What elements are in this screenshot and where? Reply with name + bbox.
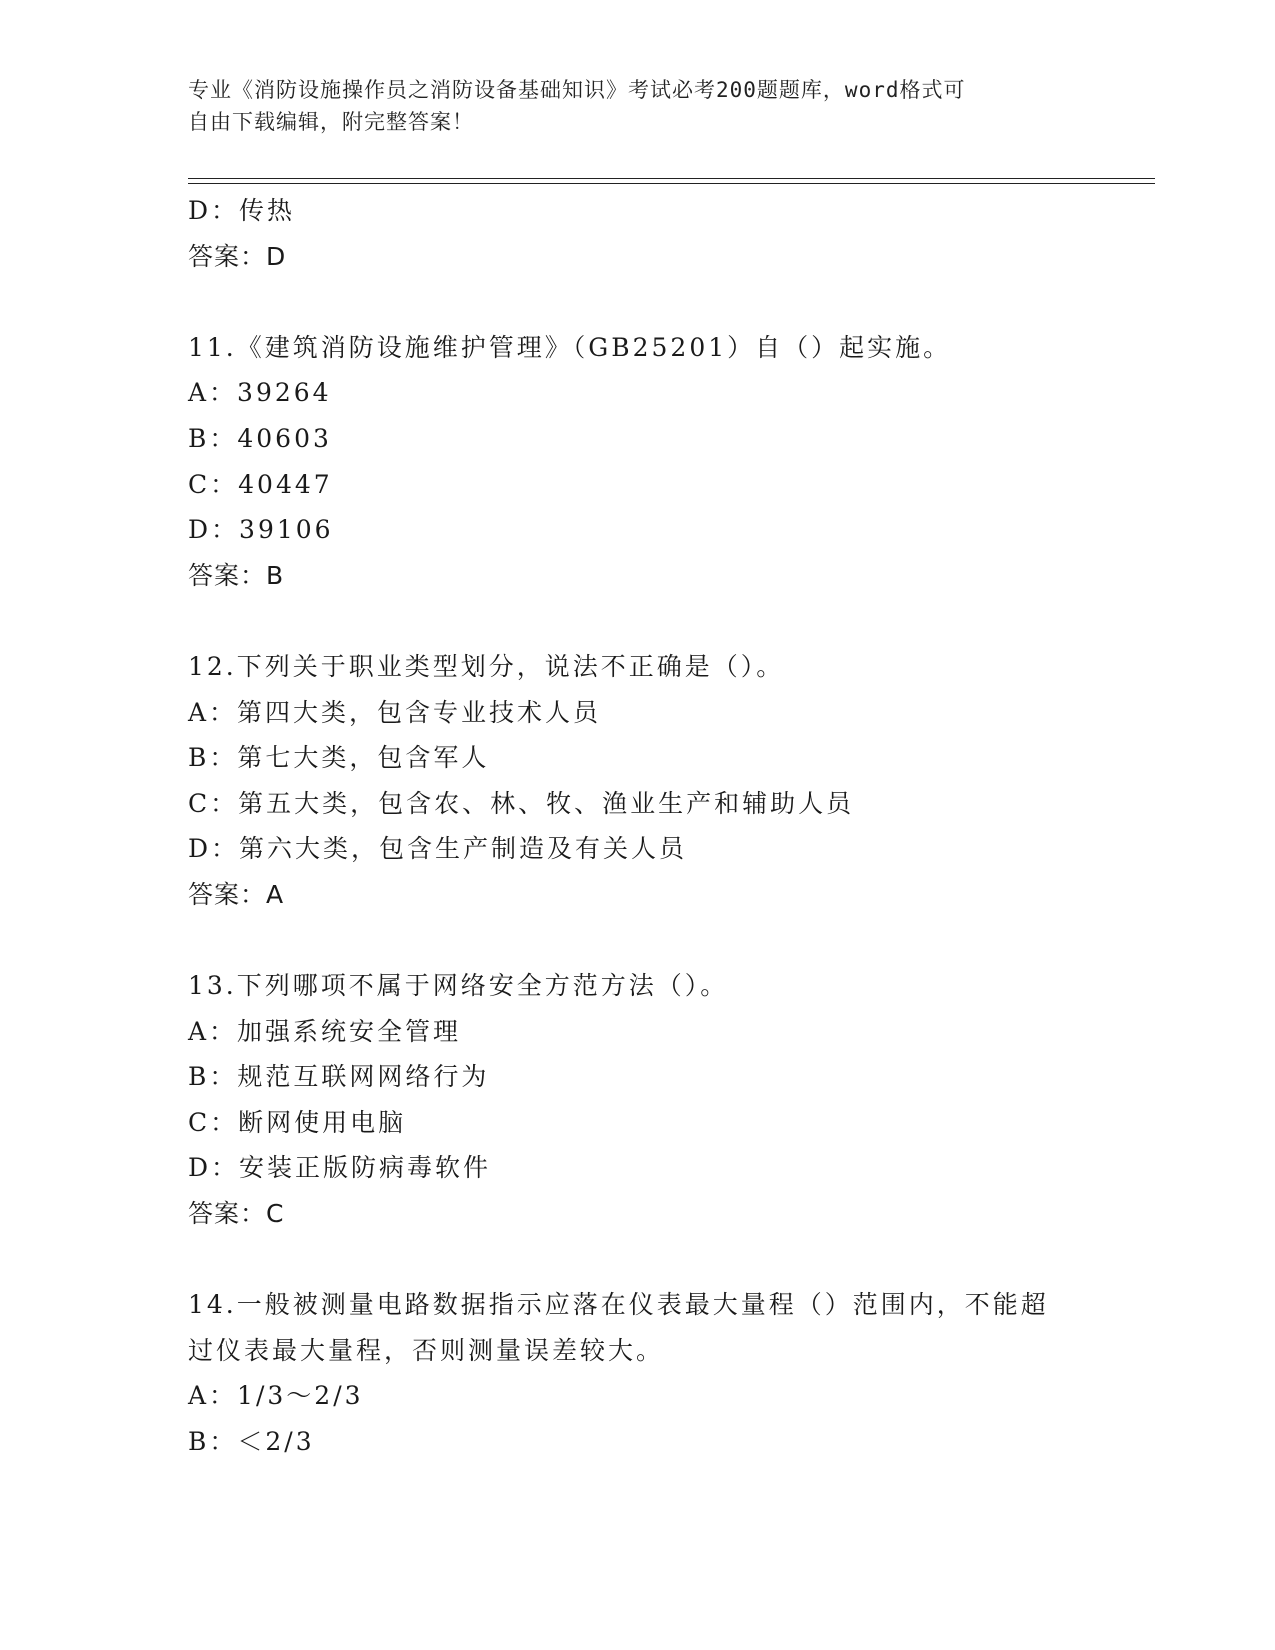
question-11-stem: 11.《建筑消防设施维护管理》（GB25201）自（）起实施。 <box>188 332 952 362</box>
question-13-option-b: B：规范互联网网络行为 <box>188 1062 490 1092</box>
question-11-option-c: C：40447 <box>188 469 333 499</box>
document-header <box>188 74 1088 138</box>
question-14-stem-line-2: 过仪表最大量程，否则测量误差较大。 <box>188 1335 665 1365</box>
question-13-option-a: A：加强系统安全管理 <box>188 1016 462 1046</box>
question-13-option-d: D：安装正版防病毒软件 <box>188 1153 492 1183</box>
question-14-option-b: B：＜2/3 <box>188 1427 315 1457</box>
question-12-option-a: A：第四大类，包含专业技术人员 <box>188 697 602 727</box>
question-11-option-d: D：39106 <box>188 515 334 545</box>
question-12-option-d: D：第六大类，包含生产制造及有关人员 <box>188 834 688 864</box>
question-11-answer: 答案：B <box>188 560 285 590</box>
question-12-option-c: C：第五大类，包含农、林、牧、渔业生产和辅助人员 <box>188 788 855 818</box>
question-list <box>188 188 1148 1465</box>
option-d-partial: D：传热 <box>188 196 296 225</box>
question-14-stem-line-1: 14.一般被测量电路数据指示应落在仪表最大量程（）范围内，不能超 <box>188 1290 1049 1320</box>
header-line-1: 专业《消防设施操作员之消防设备基础知识》考试必考200题题库，word格式可 <box>188 78 966 102</box>
question-13-option-c: C：断网使用电脑 <box>188 1107 407 1137</box>
question-13-stem: 13.下列哪项不属于网络安全方范方法（）。 <box>188 971 729 1001</box>
question-11-option-b: B：40603 <box>188 423 332 453</box>
answer-partial: 答案：D <box>188 241 287 271</box>
header-line-2: 自由下载编辑，附完整答案！ <box>188 110 474 134</box>
header-divider-bottom <box>188 183 1155 184</box>
header-divider-top <box>188 178 1155 179</box>
question-14-option-a: A：1/3～2/3 <box>188 1381 364 1411</box>
question-12-stem: 12.下列关于职业类型划分，说法不正确是（）。 <box>188 651 785 681</box>
question-13-answer: 答案：C <box>188 1199 285 1229</box>
question-12-answer: 答案：A <box>188 879 285 909</box>
question-12-option-b: B：第七大类，包含军人 <box>188 743 490 773</box>
question-11-option-a: A：39264 <box>188 378 332 408</box>
